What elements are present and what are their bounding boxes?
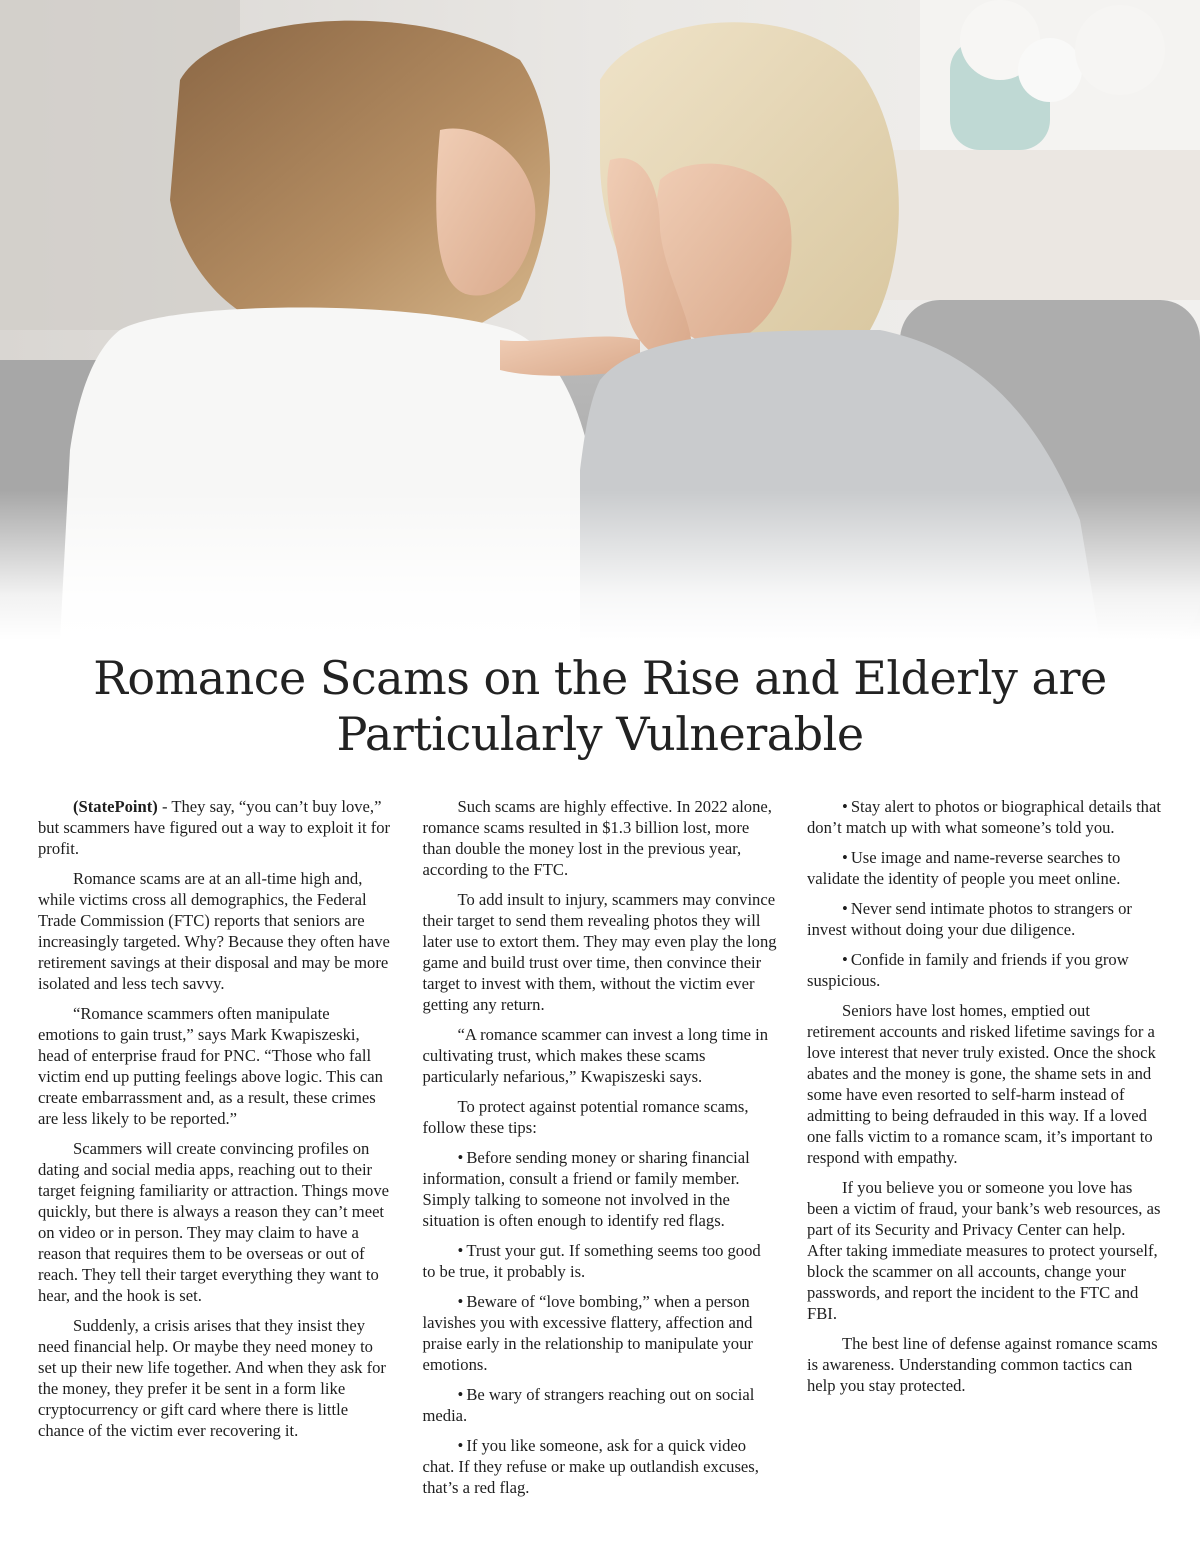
paragraph: “A romance scammer can invest a long time in cultivating trust, which makes these scams particularly nefarious,” Kwapiszeski says.	[422, 1025, 769, 1086]
article-body	[38, 796, 1162, 1556]
bullet: •	[457, 1385, 464, 1404]
paragraph: Seniors have lost homes, emptied out retirement accounts and risked lifetime savings for a love interest that never truly existed. Once the shock abates and the money is gone, the shame sets in and some have even resorted to self-harm instead of admitting to being defrauded in this way. If a loved one falls victim to a romance scam, it’s important to respond with empathy.	[807, 1001, 1156, 1167]
paragraph: The best line of defense against romance scams is awareness. Understanding common tactics can help you stay protected.	[807, 1334, 1158, 1395]
hero-photo	[0, 0, 1200, 640]
paragraph: Such scams are highly effective. In 2022 alone, romance scams resulted in $1.3 billion lost, more than double the money lost in the previous year, according to the FTC.	[422, 797, 772, 879]
tip-item: • Use image and name-reverse searches to validate the identity of people you meet online.	[807, 848, 1121, 888]
column-3	[807, 796, 1162, 1556]
tip-item: • Before sending money or sharing financial information, consult a friend or family member. Simply talking to someone not involved in the situation is often enough to identify red flags.	[422, 1148, 750, 1230]
bullet: •	[842, 950, 848, 969]
bullet: •	[457, 1436, 464, 1455]
tip-item: • Confide in family and friends if you grow suspicious.	[807, 950, 1129, 990]
column-1	[38, 796, 393, 1556]
column-2	[423, 796, 778, 1556]
paragraph: Romance scams are at an all-time high and, while victims cross all demographics, the Federal Trade Commission (FTC) reports that seniors are increasingly targeted. Why? Because they often have retirement savings at their disposal and may be more isolated and less tech savvy.	[38, 869, 390, 993]
source-credit: (StatePoint)	[73, 797, 158, 816]
paragraph: To protect against potential romance scams, follow these tips:	[422, 1097, 749, 1137]
paragraph: (StatePoint) - They say, “you can’t buy love,” but scammers have figured out a way to exploit it for profit.	[38, 797, 391, 858]
paragraph: Scammers will create convincing profiles on dating and social media apps, reaching out to their target feigning familiarity or attraction. Things move quickly, but there is always a reason they can’t meet on video or in person. They may claim to have a reason that requires them to be overseas or out of reach. They tell their target everything they want to hear, and the hook is set.	[38, 1139, 389, 1305]
article-headline: Romance Scams on the Rise and Elderly are Particularly Vulnerable	[93, 651, 1107, 761]
paragraph: Suddenly, a crisis arises that they insist they need financial help. Or maybe they need money to set up their new life together. And when they ask for the money, they prefer it be sent in a form like cryptocurrency or gift card where there is little chance of the victim ever recovering it.	[38, 1316, 386, 1440]
tip-item: • Never send intimate photos to strangers or invest without doing your due diligence.	[807, 899, 1132, 939]
bullet: •	[457, 1148, 464, 1167]
bullet: •	[842, 899, 848, 918]
bullet: •	[457, 1241, 464, 1260]
paragraph: “Romance scammers often manipulate emotions to gain trust,” says Mark Kwapiszeski, head of enterprise fraud for PNC. “Those who fall victim end up putting feelings above logic. This can create embarrassment and, as a result, these crimes are less likely to be reported.”	[38, 1004, 383, 1128]
tip-item: • Beware of “love bombing,” when a person lavishes you with excessive flattery, affection and praise early in the relationship to manipulate your emotions.	[422, 1292, 753, 1374]
paragraph: To add insult to injury, scammers may convince their target to send them revealing photos they will later use to extort them. They may even play the long game and build trust over time, then convince their target to invest with them, without the victim ever getting any return.	[422, 890, 777, 1014]
hero-fade-overlay	[0, 490, 1200, 640]
tip-item: • If you like someone, ask for a quick video chat. If they refuse or make up outlandish excuses, that’s a red flag.	[422, 1436, 759, 1497]
tip-item: • Stay alert to photos or biographical details that don’t match up with what someone’s told you.	[807, 797, 1161, 837]
bullet: •	[842, 797, 848, 816]
tip-item: • Be wary of strangers reaching out on social media.	[422, 1385, 755, 1425]
bullet: •	[842, 848, 848, 867]
bullet: •	[457, 1292, 464, 1311]
tip-item: • Trust your gut. If something seems too good to be true, it probably is.	[422, 1241, 761, 1281]
paragraph: If you believe you or someone you love has been a victim of fraud, your bank’s web resources, as part of its Security and Privacy Center can help. After taking immediate measures to protect yourself, block the scammer on all accounts, change your passwords, and report the incident to the FTC and FBI.	[807, 1178, 1161, 1323]
